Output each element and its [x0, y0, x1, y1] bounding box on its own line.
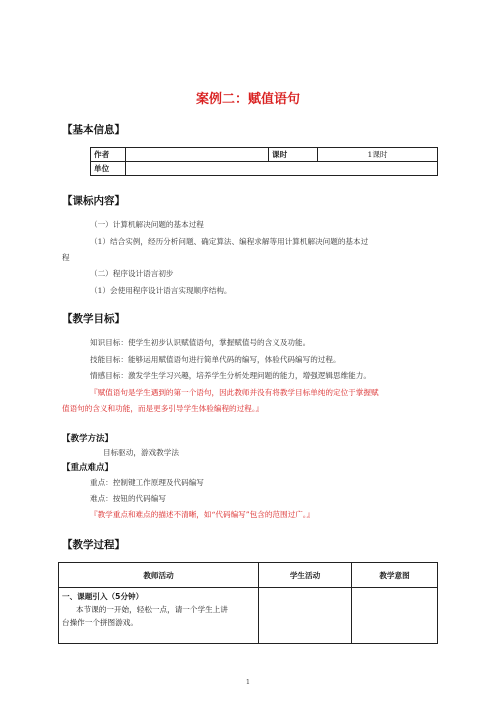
- goal-skill: 技能目标：能够运用赋值语句进行简单代码的编写，体验代码编写的过程。: [90, 355, 341, 364]
- goals-heading: 【教学目标】: [62, 313, 125, 325]
- page-number: 1: [245, 678, 251, 686]
- curriculum-line: （1）会使用程序设计语言实现顺序结构。: [90, 286, 232, 295]
- teaching-intent-cell: [352, 588, 438, 644]
- process-heading: 【教学过程】: [62, 539, 125, 551]
- basic-info-table: [90, 147, 438, 176]
- unit-value: [126, 162, 438, 176]
- row-text: 台操作一个拼图游戏。: [62, 618, 138, 627]
- goals-comment: 值语句的含义和功能，而是更多引导学生体验编程的过程。』: [62, 404, 264, 413]
- curriculum-line: （一）计算机解决问题的基本过程: [90, 220, 204, 229]
- hours-value: 1课时: [318, 148, 438, 162]
- author-label: 作者: [91, 148, 126, 162]
- unit-label: 单位: [91, 162, 126, 176]
- curriculum-line: 程: [62, 253, 70, 262]
- student-activity-cell: [259, 588, 352, 644]
- document-title: 案例二：赋值语句: [195, 92, 300, 107]
- goal-knowledge: 知识目标：使学生初步认识赋值语句，掌握赋值号的含义及功能。: [90, 338, 311, 347]
- teacher-activity-cell: [59, 588, 259, 644]
- header-student-activity: 学生活动: [259, 563, 352, 588]
- keypoints-heading: 【重点难点】: [62, 463, 114, 473]
- goal-emotion: 情感目标：激发学生学习兴趣，培养学生分析处理问题的能力，增强逻辑思维能力。: [90, 371, 371, 380]
- hours-label: 课时: [269, 148, 318, 162]
- methods-heading: 【教学方法】: [62, 434, 114, 444]
- keypoints-comment: 『教学重点和难点的描述不清晰，如“代码编写”包含的范围过广。』: [90, 510, 315, 519]
- row-text: 本节课的一开始，轻松一点，请一个学生上讲: [76, 605, 228, 614]
- basic-info-heading: 【基本信息】: [62, 124, 125, 136]
- keypoint-difficulty: 难点：按钮的代码编写: [90, 494, 166, 503]
- row-title: 一、课题引入（5分钟）: [62, 592, 144, 601]
- methods-text: 目标驱动，游戏教学法: [103, 448, 179, 457]
- curriculum-heading: 【课标内容】: [62, 195, 125, 207]
- curriculum-line: （二）程序设计语言初步: [90, 269, 174, 278]
- header-teaching-intent: 教学意图: [352, 563, 438, 588]
- keypoint-focus: 重点：控制键工作原理及代码编写: [90, 478, 204, 487]
- goals-comment: 『赋值语句是学生遇到的第一个语句，因此教师并没有将教学目标单纯的定位于掌握赋: [90, 388, 379, 397]
- author-value: [126, 148, 269, 162]
- curriculum-line: （1）结合实例，经历分析问题、确定算法、编程求解等用计算机解决问题的基本过: [90, 237, 369, 246]
- header-teacher-activity: 教师活动: [59, 563, 259, 588]
- process-table: [58, 562, 438, 644]
